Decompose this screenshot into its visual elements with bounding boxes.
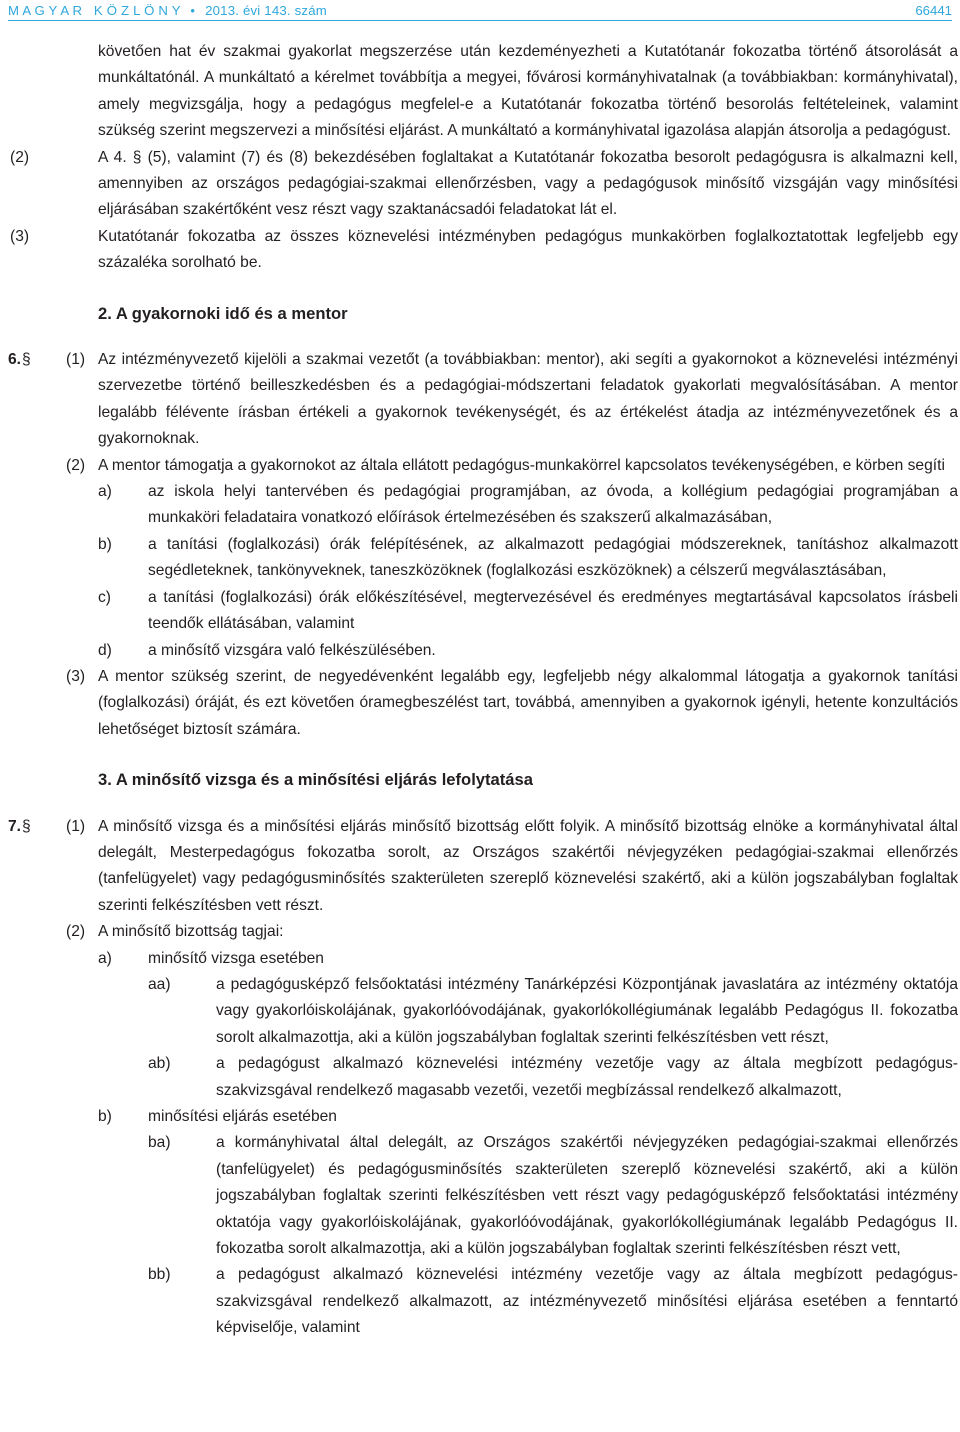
- list-item-text: a tanítási (foglalkozási) órák felépítésének, az alkalmazott pedagógiai módszereknek, tanításhoz alkalmazott segédleteknek, tankönyveknek, taneszközöknek (foglalkozási eszközöknek) a célszerű megválasztásában,: [148, 535, 958, 580]
- sub-item-label: ba): [148, 1134, 171, 1152]
- list-item-text: a minősítő vizsgára való felkészülésében.: [148, 641, 436, 659]
- header-bullet: •: [190, 2, 196, 18]
- sub-item-label: ab): [148, 1055, 171, 1073]
- s6-paragraph-3-text: A mentor szükség szerint, de negyedévenként legalább egy, legfeljebb négy alkalommal látogatja a gyakornok tanítási (foglalkozási) óráját, és ezt követően óramegbeszélést tart, továbbá, amennyiben a gyakornok igényli, hetente konzultációs lehetőséget biztosít számára.: [98, 667, 958, 738]
- page-header: [8, 0, 952, 20]
- section-number: 7.: [8, 817, 22, 835]
- list-item: [98, 638, 960, 664]
- header-rule: [8, 20, 952, 21]
- list-item-label: a): [98, 483, 112, 501]
- paragraph-number: (2): [66, 456, 86, 474]
- sub-item-label: bb): [148, 1266, 171, 1284]
- s6-paragraph-1: [8, 347, 960, 453]
- section-heading-2: 2. A gyakornoki idő és a mentor: [98, 303, 348, 323]
- page-number: 66441: [915, 2, 952, 18]
- s7-paragraph-1: [8, 814, 960, 920]
- s6-paragraph-3: [66, 664, 960, 743]
- journal-title: M A G Y A R K Ö Z L Ö N Y: [8, 2, 181, 18]
- running-title: [8, 3, 327, 18]
- list-item-text: minősítési eljárás esetében: [148, 1108, 337, 1125]
- sub-item-aa: [148, 972, 960, 1051]
- list-item-label: b): [98, 535, 112, 553]
- list-item-label: d): [98, 641, 112, 659]
- list-item-text: az iskola helyi tantervében és pedagógiai programjában, az óvoda, a kollégium pedagógiai programjában a munkaköri feladataira vonatkozó előírások értelmezésében és szakszerű alkalmazásában,: [148, 483, 958, 527]
- sub-item-ba: [148, 1130, 960, 1262]
- document-body: [0, 39, 960, 1342]
- s7-paragraph-1-text: A minősítő vizsga és a minősítési eljárás minősítő bizottság előtt folyik. A minősítő bizottság elnöke a kormányhivatal által delegált, Mesterpedagógus fokozatba sorolt, az Országos szakértői névjegyzéken pedagógiai-szakmai ellenőrzés (tanfelügyelet) vagy pedagógusminősítés szakterületen szereplő köznevelési szakértő, aki a külön jogszabályban foglaltak szerinti felkészítésben vett részt.: [98, 817, 958, 914]
- paragraph-number: (3): [66, 667, 86, 685]
- sub-item-text: a kormányhivatal által delegált, az Országos szakértői névjegyzéken pedagógiai-szakmai ellenőrzés (tanfelügyelet) és pedagógusminősítés szakterületen szereplő köznevelési szakértő, aki a külön jogszabályban foglaltak szerinti felkészítésben vett részt vagy pedagógusképző felsőoktatási intézmény oktatója vagy gyakorlóiskolájának, gyakorlóóvodájának, gyakorlókollégiumának legalább Pedagógus II. fokozatba sorolt alkalmazottja, aki a külön jogszabályban foglaltak szerinti felkészítésben részt vett,: [216, 1134, 958, 1258]
- intro-paragraph-2-text: A 4. § (5), valamint (7) és (8) bekezdésében foglaltakat a Kutatótanár fokozatba besorolt pedagógusra is alkalmazni kell, amennyiben az országos pedagógiai-szakmai ellenőrzésben, vagy a pedagógusok minősítő vizsgáján vagy minősítési eljárásában szakértőként vesz részt vagy szaktanácsadói feladatokat lát el.: [98, 148, 958, 219]
- list-item: [98, 532, 960, 585]
- list-item-text: a tanítási (foglalkozási) órák előkészítésével, megtervezésével és eredményes megtartásával kapcsolatos írásbeli teendők ellátásában, valamint: [148, 588, 958, 633]
- section-number: 6.: [8, 351, 22, 369]
- intro-paragraph-1: [98, 39, 960, 145]
- list-item-label: a): [98, 949, 112, 967]
- list-item: [98, 479, 960, 532]
- section-sign: §: [22, 351, 31, 369]
- s6-paragraph-2: [66, 453, 960, 479]
- intro-paragraph-2: [10, 145, 960, 224]
- intro-paragraph-3-text: Kutatótanár fokozatba az összes köznevelési intézményben pedagógus munkakörben foglalkoztatottak legfeljebb egy százaléka sorolható be.: [98, 227, 958, 272]
- sub-item-ab: [148, 1051, 960, 1104]
- paragraph-number: (1): [66, 351, 86, 369]
- list-item-a: [98, 946, 960, 972]
- s6-paragraph-2-text: A mentor támogatja a gyakornokot az általa ellátott pedagógus-munkakörrel kapcsolatos tevékenységében, e körben segíti: [98, 456, 945, 474]
- sub-item-text: a pedagógust alkalmazó köznevelési intézmény vezetője vagy az általa megbízott pedagógus-szakvizsgával rendelkező alkalmazott, az intézményvezető minősítési eljárása esetében a fenntartó képviselője, valamint: [216, 1266, 958, 1337]
- paragraph-number: (1): [66, 817, 86, 835]
- sub-item-bb: [148, 1262, 960, 1341]
- intro-paragraph-3: [10, 224, 960, 277]
- section-sign: §: [22, 817, 31, 835]
- issue-label: 2013. évi 143. szám: [205, 2, 327, 18]
- section-heading-3: 3. A minősítő vizsga és a minősítési eljárás lefolytatása: [98, 770, 533, 790]
- sub-item-label: aa): [148, 975, 171, 993]
- paragraph-number: (3): [10, 227, 30, 245]
- list-item-label: b): [98, 1108, 112, 1125]
- s7-paragraph-2: [66, 919, 960, 945]
- paragraph-number: (2): [10, 148, 30, 166]
- list-item-b: [98, 1104, 960, 1130]
- s7-paragraph-2-text: A minősítő bizottság tagjai:: [98, 923, 284, 941]
- s6-paragraph-1-text: Az intézményvezető kijelöli a szakmai vezetőt (a továbbiakban: mentor), aki segíti a gyakornokot a köznevelési intézményi szervezetbe történő beilleszkedésben és a pedagógiai-módszertani feladatok gyakorlati megvalósításában. A mentor legalább félévente írásban értékeli a gyakornok tevékenységét, és az értékelést átadja az intézményvezetőnek és a gyakornoknak.: [98, 351, 958, 448]
- list-item-text: minősítő vizsga esetében: [148, 949, 324, 967]
- list-item-label: c): [98, 588, 111, 606]
- sub-item-text: a pedagógust alkalmazó köznevelési intézmény vezetője vagy az általa megbízott pedagógus-szakvizsgával rendelkező magasabb vezetői, vezetői megbízással rendelkező alkalmazott,: [216, 1055, 958, 1099]
- sub-item-text: a pedagógusképző felsőoktatási intézmény Tanárképzési Központjának javaslatára az intézmény oktatója vagy gyakorlóiskolájának, gyakorlóóvodájának, gyakorlókollégiumának legalább Pedagógus II. fokozatba sorolt alkalmazottja, aki a külön jogszabályban foglaltak szerinti felkészítésben vett részt,: [216, 975, 958, 1046]
- intro-paragraph-1-text: követően hat év szakmai gyakorlat megszerzése után kezdeményezheti a Kutatótanár fokozatba történő átsorolását a munkáltatónál. A munkáltató a kérelmet továbbítja a megyei, fővárosi kormányhivatalnak (a továbbiakban: kormányhivatal), amely megvizsgálja, hogy a pedagógus megfelel-e a Kutatótanár fokozatba történő besorolás feltételeinek, valamint szükség szerint megszervezi a minősítési eljárást. A munkáltató a kormányhivatal igazolása alapján átsorolja a pedagógust.: [98, 43, 958, 140]
- paragraph-number: (2): [66, 923, 86, 941]
- list-item: [98, 585, 960, 638]
